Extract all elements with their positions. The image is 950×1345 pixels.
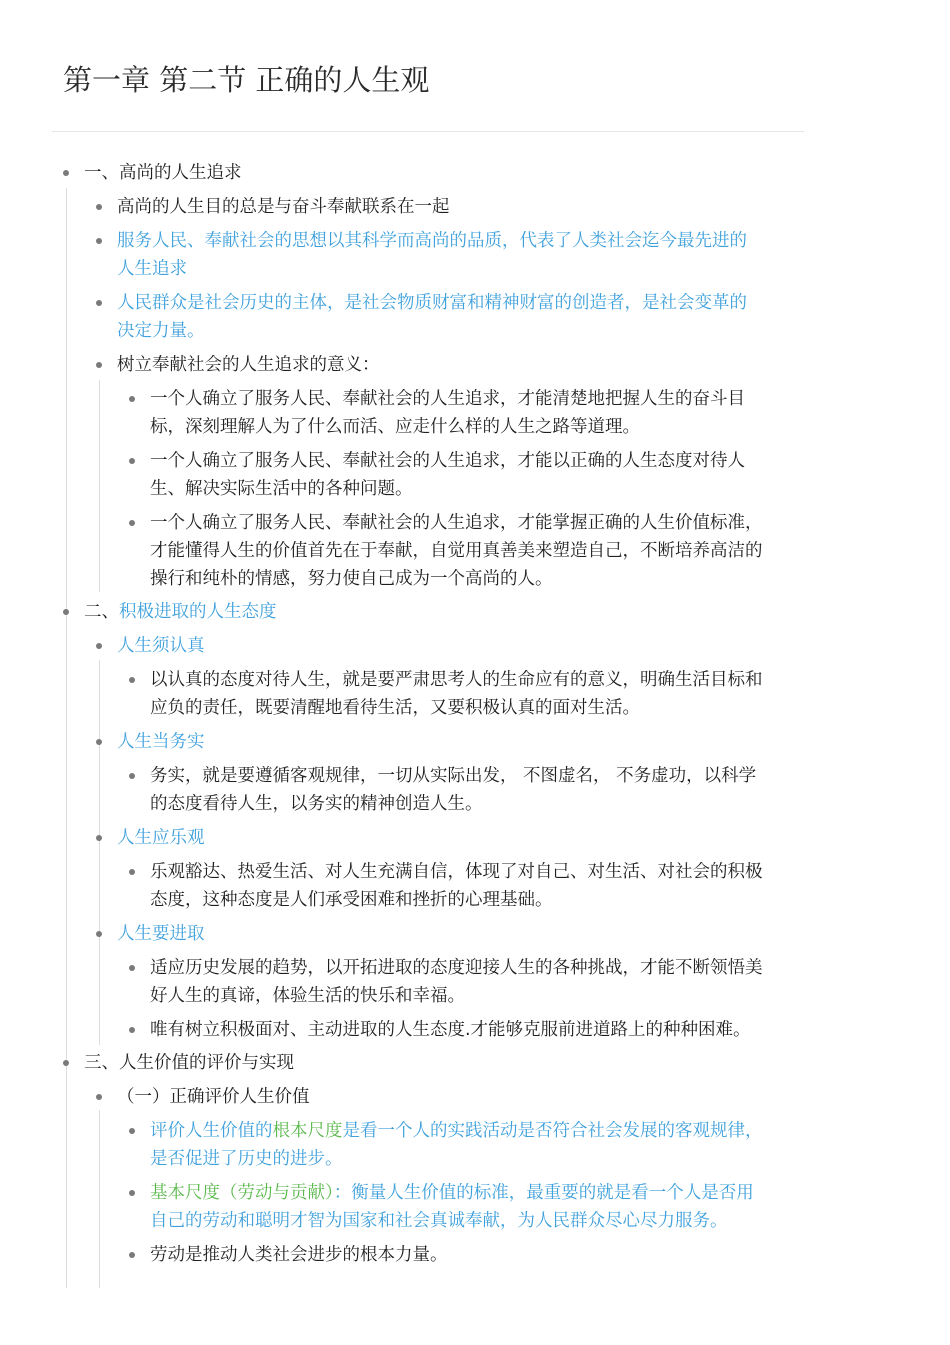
bullet [129,869,135,875]
bullet [96,739,102,745]
text-segment-emphasis: 基本尺度（劳动与贡献） [150,1183,334,1203]
bullet [129,1128,135,1134]
bullet [129,396,135,402]
bullet [63,609,69,615]
bullet [129,458,135,464]
guide-line-s3-children [99,1110,100,1288]
text-segment: 评价人生价值的 [150,1121,273,1141]
text-segment: ：衡量人生价值的标准，最重要的就是看一个人是否用 [333,1183,754,1203]
bullet [96,643,102,649]
list-item: 树立奉献社会的人生追求的意义： [117,355,380,375]
sub-list-item-cont: 好人生的真谛，体验生活的快乐和幸福。 [150,986,465,1006]
sub-list-item-cont: 应负的责任，既要清醒地看待生活，又要积极认真的面对生活。 [150,698,640,718]
sub-list-item-cont: 标，深刻理解人为了什么而活、应走什么样的人生之路等道理。 [150,417,640,437]
sub-list-item [150,1179,754,1207]
bullet [96,362,102,368]
section-2-prefix: 二、 [84,602,119,622]
sub-list-item-cont: 是否促进了历史的进步。 [150,1149,343,1169]
guide-line-s2-children [99,660,100,1045]
sub-list-item-cont: 生、解决实际生活中的各种问题。 [150,479,413,499]
bullet [129,677,135,683]
bullet [129,773,135,779]
sub-list-item: 一个人确立了服务人民、奉献社会的人生追求，才能掌握正确的人生价值标准， [150,513,763,533]
subheading: 人生须认真 [117,636,205,656]
guide-line-s1-children [99,380,100,592]
bullet [96,931,102,937]
subheading: 人生应乐观 [117,828,205,848]
bullet [129,1190,135,1196]
list-item-highlight-cont: 人生追求 [117,259,187,279]
sub-list-item: 乐观豁达、热爱生活、对人生充满自信，体现了对自己、对生活、对社会的积极 [150,862,763,882]
list-item: 高尚的人生目的总是与奋斗奉献联系在一起 [117,197,450,217]
sub-list-item-cont: 自己的劳动和聪明才智为国家和社会真诚奉献，为人民群众尽心尽力服务。 [150,1211,728,1231]
sub-list-item: 适应历史发展的趋势，以开拓进取的态度迎接人生的各种挑战，才能不断领悟美 [150,958,763,978]
list-item-highlight: 人民群众是社会历史的主体，是社会物质财富和精神财富的创造者，是社会变革的 [117,293,747,313]
subheading: （一）正确评价人生价值 [117,1087,310,1107]
sub-list-item: 唯有树立积极面对、主动进取的人生态度.才能够克服前进道路上的种种困难。 [150,1020,751,1040]
bullet [96,1094,102,1100]
sub-list-item-cont: 态度，这种态度是人们承受困难和挫折的心理基础。 [150,890,553,910]
sub-list-item [150,1117,763,1145]
bullet [129,1252,135,1258]
sub-list-item: 一个人确立了服务人民、奉献社会的人生追求，才能以正确的人生态度对待人 [150,451,745,471]
sub-list-item: 以认真的态度对待人生，就是要严肃思考人的生命应有的意义，明确生活目标和 [150,670,763,690]
text-segment: 是看一个人的实践活动是否符合社会发展的客观规律， [342,1121,763,1141]
guide-line-level1 [66,188,67,1288]
sub-list-item-cont: 操行和纯朴的情感，努力使自己成为一个高尚的人。 [150,569,553,589]
bullet [96,300,102,306]
section-1-heading: 一、高尚的人生追求 [84,163,242,183]
sub-list-item: 一个人确立了服务人民、奉献社会的人生追求，才能清楚地把握人生的奋斗目 [150,389,745,409]
text-segment-emphasis: 根本尺度 [272,1121,343,1141]
subheading: 人生当务实 [117,732,205,752]
section-2-title: 积极进取的人生态度 [119,602,277,622]
bullet [96,204,102,210]
bullet [129,965,135,971]
sub-list-item: 务实，就是要遵循客观规律，一切从实际出发， 不图虚名， 不务虚功，以科学 [150,766,757,786]
list-item-highlight-cont: 决定力量。 [117,321,205,341]
sub-list-item-cont: 才能懂得人生的价值首先在于奉献，自觉用真善美来塑造自己，不断培养高洁的 [150,541,763,561]
section-2-heading [84,598,277,626]
bullet [129,1027,135,1033]
bullet [96,238,102,244]
bullet [63,170,69,176]
sub-list-item-cont: 的态度看待人生，以务实的精神创造人生。 [150,794,483,814]
sub-list-item: 劳动是推动人类社会进步的根本力量。 [150,1245,448,1265]
page-title: 第一章 第二节 正确的人生观 [63,63,430,97]
section-3-heading: 三、人生价值的评价与实现 [84,1053,294,1073]
bullet [96,835,102,841]
bullet [129,520,135,526]
bullet [63,1060,69,1066]
list-item-highlight: 服务人民、奉献社会的思想以其科学而高尚的品质，代表了人类社会迄今最先进的 [117,231,747,251]
subheading: 人生要进取 [117,924,205,944]
